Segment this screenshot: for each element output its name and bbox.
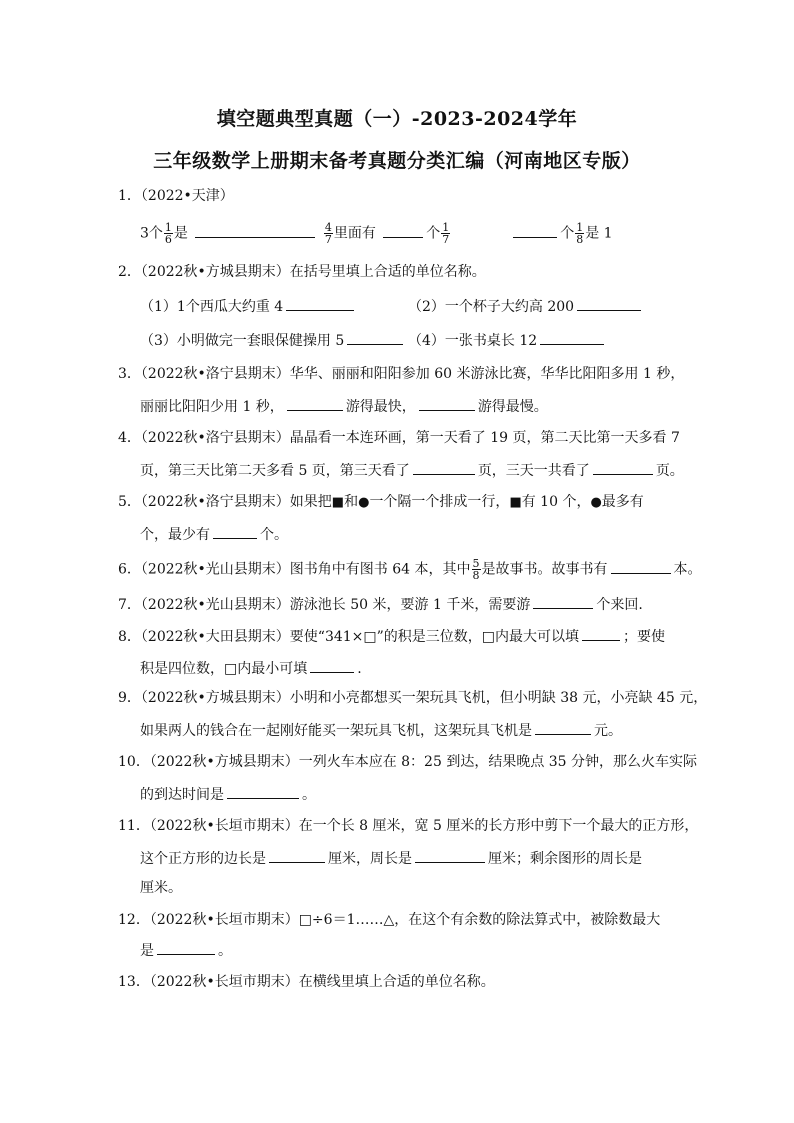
answer-blank[interactable] [310, 658, 354, 673]
answer-blank[interactable] [415, 848, 485, 863]
answer-blank[interactable] [533, 594, 593, 609]
answer-blank[interactable] [287, 396, 343, 411]
answer-blank[interactable] [227, 784, 299, 799]
answer-blank[interactable] [513, 223, 557, 238]
q9-line-2: 如果两人的钱合在一起刚好能买一架玩具飞机，这架玩具飞机是 元。 [140, 720, 622, 741]
q9-line-1: 9．（2022秋•方城县期末）小明和小亮都想买一架玩具飞机，但小明缺 38 元，小亮缺 45 元， [118, 690, 708, 706]
q10-line-2: 的到达时间是 。 [140, 784, 316, 805]
q2-item-4: （4）一张书桌长 12 [408, 330, 607, 351]
answer-blank[interactable] [582, 626, 620, 641]
circle-symbol: ● [590, 495, 602, 510]
square-symbol: ■ [331, 495, 345, 510]
fraction-1-8: $\frac{1}{8}$ [576, 221, 584, 246]
q3-line-2: 丽丽比阳阳少用 1 秒， 游得最快， 游得最慢。 [140, 396, 548, 417]
q10-line-1: 10．（2022秋•方城县期末）一列火车本应在 8：25 到达，结果晚点 35 分钟，那么火车实际 [118, 754, 698, 770]
q2-header: 2．（2022秋•方城县期末）在括号里填上合适的单位名称。 [118, 264, 486, 280]
q5-line-1: 5．（2022秋•洛宁县期末）如果把■和●一个隔一个排成一行，■有 10 个，●最多有 [118, 494, 644, 510]
q12-line-2: 是 。 [140, 940, 232, 961]
fraction-4-7: $\frac{4}{7}$ [324, 221, 332, 246]
answer-blank[interactable] [611, 559, 671, 574]
circle-symbol: ● [358, 495, 370, 510]
q6-line: 6．（2022秋•光山县期末）图书角中有图书 64 本，其中 $\frac{5}{8}$ 是故事书。故事书有 本。 [118, 557, 702, 582]
q11-line-2: 这个正方形的边长是 厘米，周长是 厘米；剩余图形的周长是 [140, 848, 642, 869]
q11-line-1: 11．（2022秋•长垣市期末）在一个长 8 厘米，宽 5 厘米的长方形中剪下一个最大的正方形， [118, 818, 699, 834]
answer-blank[interactable] [383, 223, 423, 238]
q4-line-1: 4．（2022秋•洛宁县期末）晶晶看一本连环画，第一天看了 19 页，第二天比第一天多看 7 [118, 430, 680, 446]
answer-blank[interactable] [195, 223, 315, 238]
q11-line-3: 厘米。 [140, 880, 182, 896]
title-line-1: 填空题典型真题（一）-2023-2024学年 [216, 108, 578, 130]
q1-header: 1．（2022•天津） [118, 188, 234, 204]
answer-blank[interactable] [269, 848, 325, 863]
q13-line-1: 13．（2022秋•长垣市期末）在横线里填上合适的单位名称。 [118, 974, 495, 990]
q8-line-1: 8．（2022秋•大田县期末）要使“341×□”的积是三位数，□内最大可以填 ；要使 [118, 626, 665, 647]
answer-blank[interactable] [347, 330, 403, 345]
fraction-1-6: $\frac{1}{6}$ [164, 221, 172, 246]
q3-line-1: 3．（2022秋•洛宁县期末）华华、丽丽和阳阳参加 60 米游泳比赛，华华比阳阳多用 1 秒， [118, 366, 685, 382]
answer-blank[interactable] [540, 330, 604, 345]
q2-item-2: （2）一个杯子大约高 200 [408, 296, 644, 317]
q1-body: 3个 $\frac{1}{6}$ 是 $\frac{4}{7}$ 里面有 个 $\frac{1}{7}$ 个 $\frac{1}{8}$ 是 1 [140, 221, 613, 246]
answer-blank[interactable] [535, 720, 591, 735]
q12-line-1: 12．（2022秋•长垣市期末）□÷6＝1……△，在这个有余数的除法算式中，被除数最大 [118, 912, 661, 928]
q5-line-2: 个，最少有 个。 [140, 524, 288, 545]
square-symbol: ■ [509, 495, 522, 510]
answer-blank[interactable] [157, 940, 215, 955]
answer-blank[interactable] [593, 460, 653, 475]
answer-blank[interactable] [419, 396, 475, 411]
fraction-1-7: $\frac{1}{7}$ [442, 221, 450, 246]
q4-line-2: 页，第三天比第二天多看 5 页，第三天看了 页，三天一共看了 页。 [140, 460, 684, 481]
answer-blank[interactable] [286, 296, 354, 311]
answer-blank[interactable] [577, 296, 641, 311]
q8-line-2: 积是四位数，□内最小可填 . [140, 658, 362, 679]
q2-item-1: （1）1个西瓜大约重 4 [140, 296, 357, 317]
q7-line: 7．（2022秋•光山县期末）游泳池长 50 米，要游 1 千米，需要游 个来回. [118, 594, 643, 615]
answer-blank[interactable] [413, 460, 475, 475]
q2-item-3: （3）小明做完一套眼保健操用 5 [140, 330, 406, 351]
title-line-2: 三年级数学上册期末备考真题分类汇编（河南地区专版） [153, 150, 641, 172]
answer-blank[interactable] [213, 524, 257, 539]
fraction-5-8: $\frac{5}{8}$ [472, 557, 480, 582]
